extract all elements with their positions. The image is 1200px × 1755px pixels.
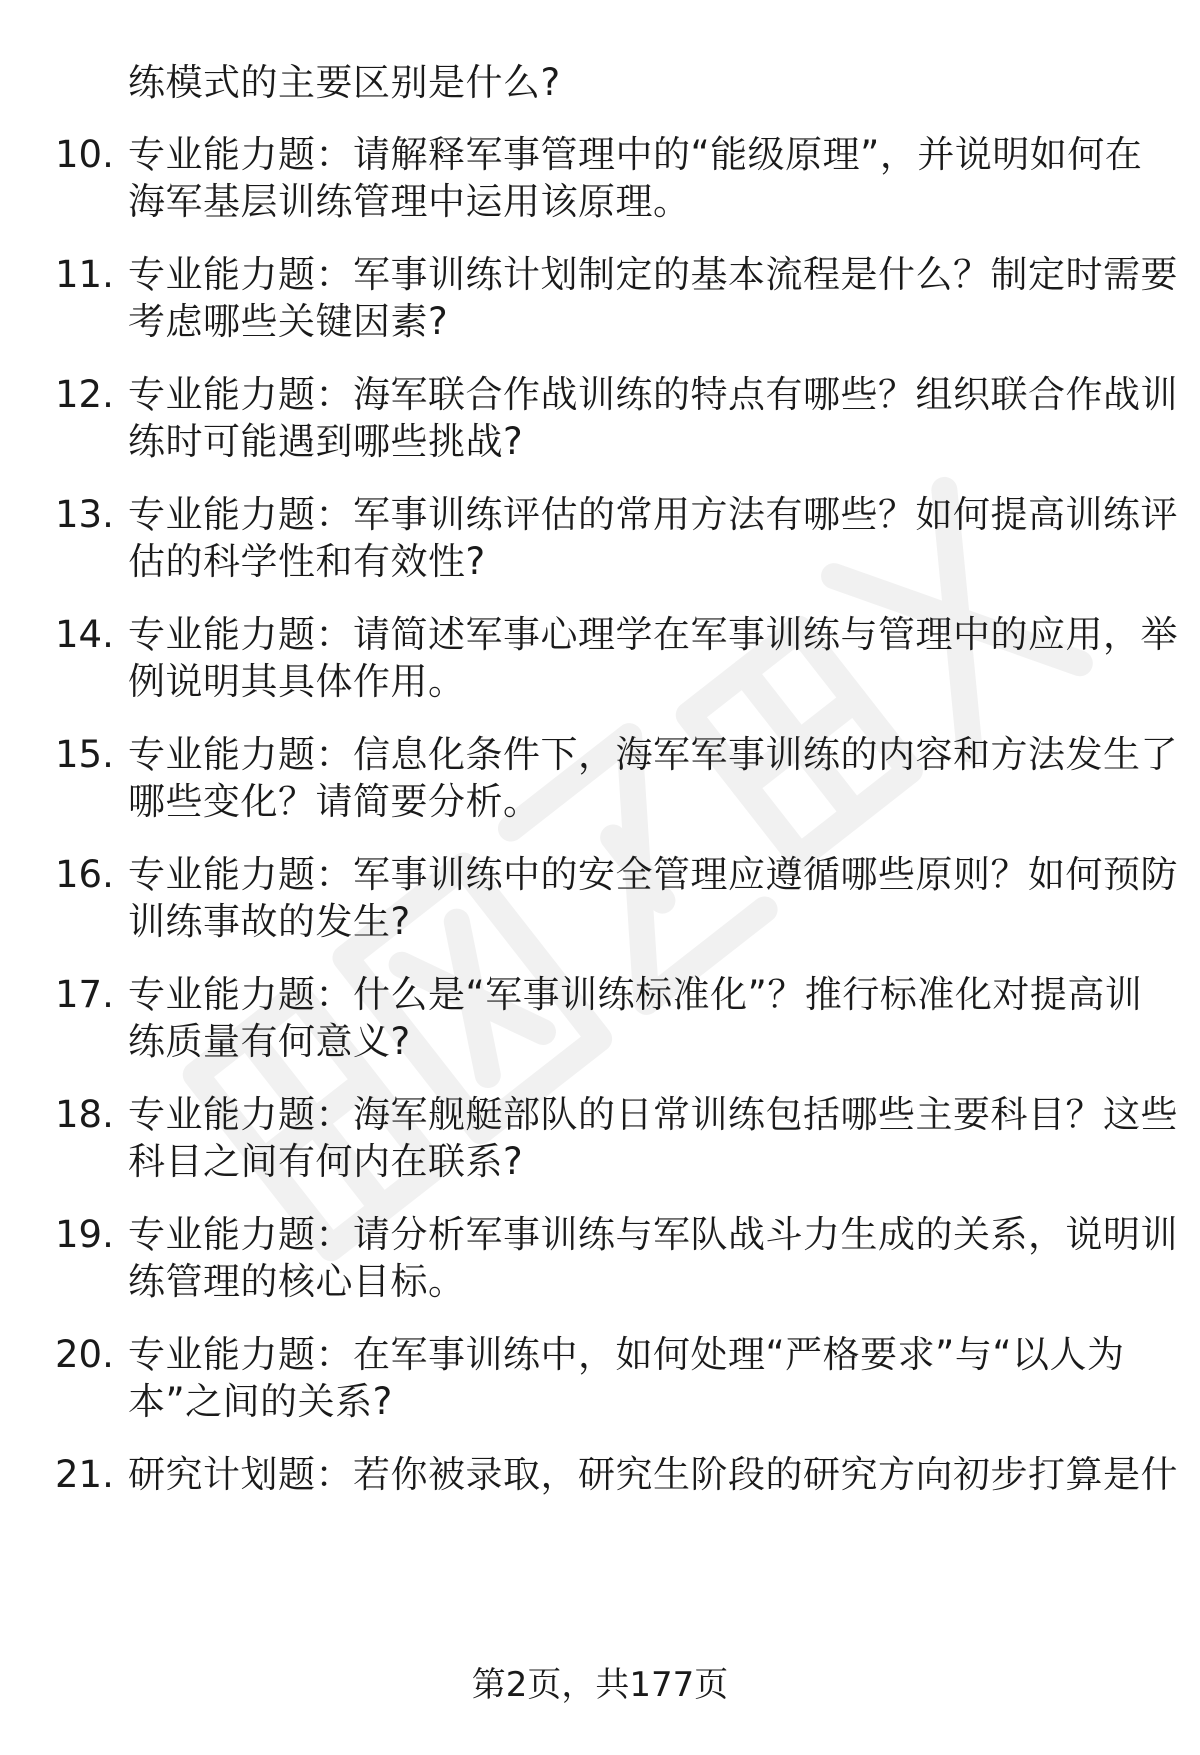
question-text-line: 估的科学性和有效性? xyxy=(128,540,486,583)
question-number: 13. xyxy=(55,493,114,536)
question-text-line: 专业能力题：在军事训练中，如何处理“严格要求”与“以人为 xyxy=(128,1333,1125,1376)
question-text-line: 例说明其具体作用。 xyxy=(128,660,466,703)
question-text-line: 专业能力题：军事训练中的安全管理应遵循哪些原则？如何预防 xyxy=(128,853,1178,896)
question-text-line: 专业能力题：请解释军事管理中的“能级原理”，并说明如何在 xyxy=(128,133,1143,176)
question-number: 20. xyxy=(55,1333,114,1376)
page-footer: 第2页，共177页 xyxy=(471,1665,729,1705)
question-text-line: 研究计划题：若你被录取，研究生阶段的研究方向初步打算是什 xyxy=(128,1453,1178,1496)
question-text-line: 练时可能遇到哪些挑战? xyxy=(128,420,524,463)
question-text-line: 专业能力题：军事训练评估的常用方法有哪些？如何提高训练评 xyxy=(128,493,1178,536)
question-text-line: 专业能力题：请简述军事心理学在军事训练与管理中的应用，举 xyxy=(128,613,1178,656)
question-text-line: 训练事故的发生? xyxy=(128,900,411,943)
question-text-line: 专业能力题：请分析军事训练与军队战斗力生成的关系，说明训 xyxy=(128,1213,1178,1256)
question-text-line: 专业能力题：海军联合作战训练的特点有哪些？组织联合作战训 xyxy=(128,373,1178,416)
question-text-line: 海军基层训练管理中运用该原理。 xyxy=(128,180,691,223)
question-number: 15. xyxy=(55,733,114,776)
question-text-line: 专业能力题：什么是“军事训练标准化”？推行标准化对提高训 xyxy=(128,973,1143,1016)
question-text-line: 科目之间有何内在联系? xyxy=(128,1140,524,1183)
question-number: 12. xyxy=(55,373,114,416)
question-text-line: 专业能力题：军事训练计划制定的基本流程是什么？制定时需要 xyxy=(128,253,1178,296)
question-number: 19. xyxy=(55,1213,114,1256)
question-text-line: 专业能力题：信息化条件下，海军军事训练的内容和方法发生了 xyxy=(128,733,1178,776)
question-text-line: 考虑哪些关键因素? xyxy=(128,300,449,343)
question-number: 11. xyxy=(55,253,114,296)
question-number: 18. xyxy=(55,1093,114,1136)
question-text-line: 本”之间的关系? xyxy=(128,1380,393,1423)
carry-over-line: 练模式的主要区别是什么? xyxy=(128,61,561,104)
question-text-line: 哪些变化？请简要分析。 xyxy=(128,780,541,823)
question-text-line: 练管理的核心目标。 xyxy=(128,1260,466,1303)
question-number: 17. xyxy=(55,973,114,1016)
question-text-line: 练质量有何意义? xyxy=(128,1020,411,1063)
question-number: 10. xyxy=(55,133,114,176)
question-number: 16. xyxy=(55,853,114,896)
question-text-line: 专业能力题：海军舰艇部队的日常训练包括哪些主要科目？这些 xyxy=(128,1093,1178,1136)
question-number: 21. xyxy=(55,1453,114,1496)
question-number: 14. xyxy=(55,613,114,656)
